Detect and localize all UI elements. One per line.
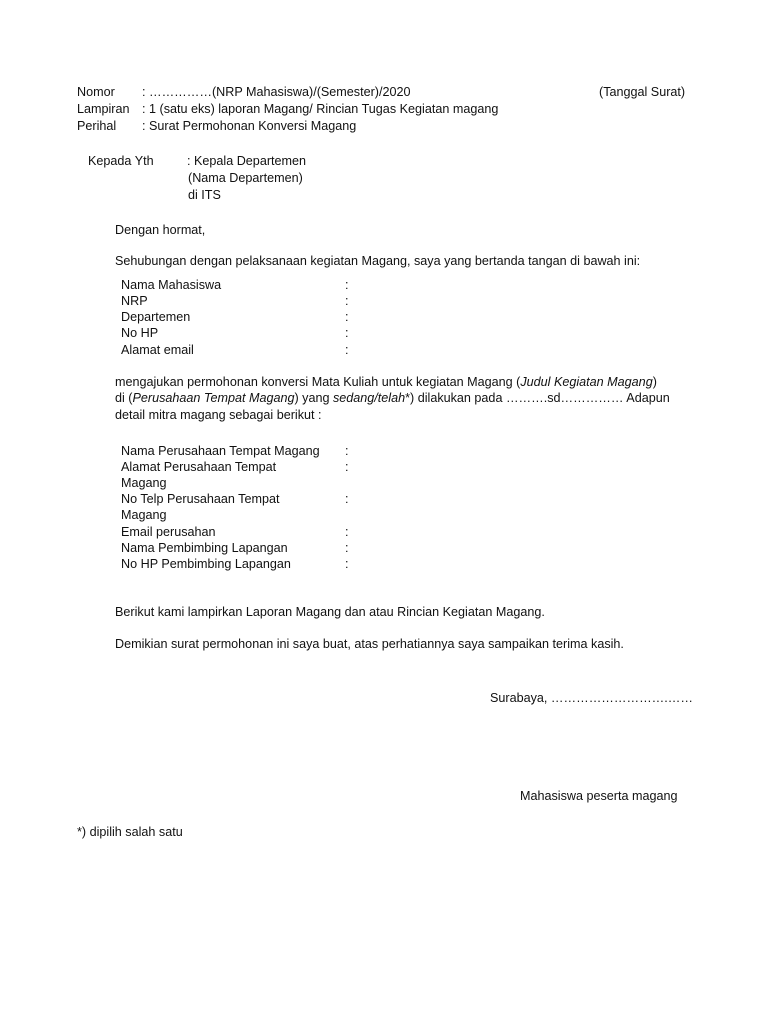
- company-field-label: Alamat Perusahaan Tempat: [121, 460, 277, 474]
- field-colon: :: [345, 525, 349, 539]
- request-text: *) dilakukan pada ……….sd…………… Adapun: [405, 391, 670, 405]
- company-field-label: Magang: [121, 508, 167, 522]
- field-colon: :: [345, 310, 349, 324]
- signer-title: Mahasiswa peserta magang: [520, 789, 678, 803]
- student-field-label: NRP: [121, 294, 148, 308]
- student-field-label: Departemen: [121, 310, 191, 324]
- intro-paragraph: Sehubungan dengan pelaksanaan kegiatan Magang, saya yang bertanda tangan di bawah ini:: [115, 254, 641, 268]
- request-text: ) yang: [294, 391, 333, 405]
- recipient-line2: (Nama Departemen): [188, 171, 303, 185]
- greeting: Dengan hormat,: [115, 223, 206, 237]
- recipient-line3: di ITS: [188, 188, 221, 202]
- nomor-label: Nomor: [77, 85, 115, 99]
- company-field-label: No Telp Perusahaan Tempat: [121, 492, 280, 506]
- status-placeholder: sedang/telah: [332, 391, 406, 405]
- student-field-label: Nama Mahasiswa: [121, 278, 222, 292]
- request-text: ): [652, 375, 657, 389]
- field-colon: :: [345, 343, 349, 357]
- request-line-3: detail mitra magang sebagai berikut :: [115, 408, 322, 422]
- recipient-label: Kepada Yth: [88, 154, 154, 168]
- field-colon: :: [345, 278, 349, 292]
- lampiran-value: : 1 (satu eks) laporan Magang/ Rincian Tugas Kegiatan magang: [142, 102, 499, 116]
- company-field-label: Nama Pembimbing Lapangan: [121, 541, 288, 555]
- field-colon: :: [345, 557, 349, 571]
- company-field-label: Magang: [121, 476, 167, 490]
- place-date: Surabaya, ……………………….……: [490, 691, 693, 705]
- judul-placeholder: Judul Kegiatan Magang: [520, 375, 653, 389]
- student-field-label: No HP: [121, 326, 159, 340]
- nomor-value: : ……………(NRP Mahasiswa)/(Semester)/2020: [142, 85, 411, 99]
- request-line-2: [115, 390, 670, 407]
- field-colon: :: [345, 541, 349, 555]
- request-line-1: [115, 374, 657, 391]
- request-text: mengajukan permohonan konversi Mata Kuliah untuk kegiatan Magang (: [115, 375, 521, 389]
- field-colon: :: [345, 460, 349, 474]
- request-text: di (: [115, 391, 133, 405]
- field-colon: :: [345, 444, 349, 458]
- company-placeholder: Perusahaan Tempat Magang: [132, 391, 295, 405]
- student-field-label: Alamat email: [121, 343, 194, 357]
- letter-date: (Tanggal Surat): [599, 85, 686, 99]
- field-colon: :: [345, 294, 349, 308]
- perihal-label: Perihal: [77, 119, 117, 133]
- company-field-label: Email perusahan: [121, 525, 216, 539]
- field-colon: :: [345, 492, 349, 506]
- lampiran-label: Lampiran: [77, 102, 130, 116]
- closing-paragraph: Demikian surat permohonan ini saya buat, atas perhatiannya saya sampaikan terima kasih.: [115, 637, 624, 651]
- company-field-label: Nama Perusahaan Tempat Magang: [121, 444, 320, 458]
- attachment-note: Berikut kami lampirkan Laporan Magang dan atau Rincian Kegiatan Magang.: [115, 605, 545, 619]
- company-field-label: No HP Pembimbing Lapangan: [121, 557, 291, 571]
- footnote: *) dipilih salah satu: [77, 825, 183, 839]
- recipient-line1: : Kepala Departemen: [187, 154, 307, 168]
- field-colon: :: [345, 326, 349, 340]
- perihal-value: : Surat Permohonan Konversi Magang: [142, 119, 357, 133]
